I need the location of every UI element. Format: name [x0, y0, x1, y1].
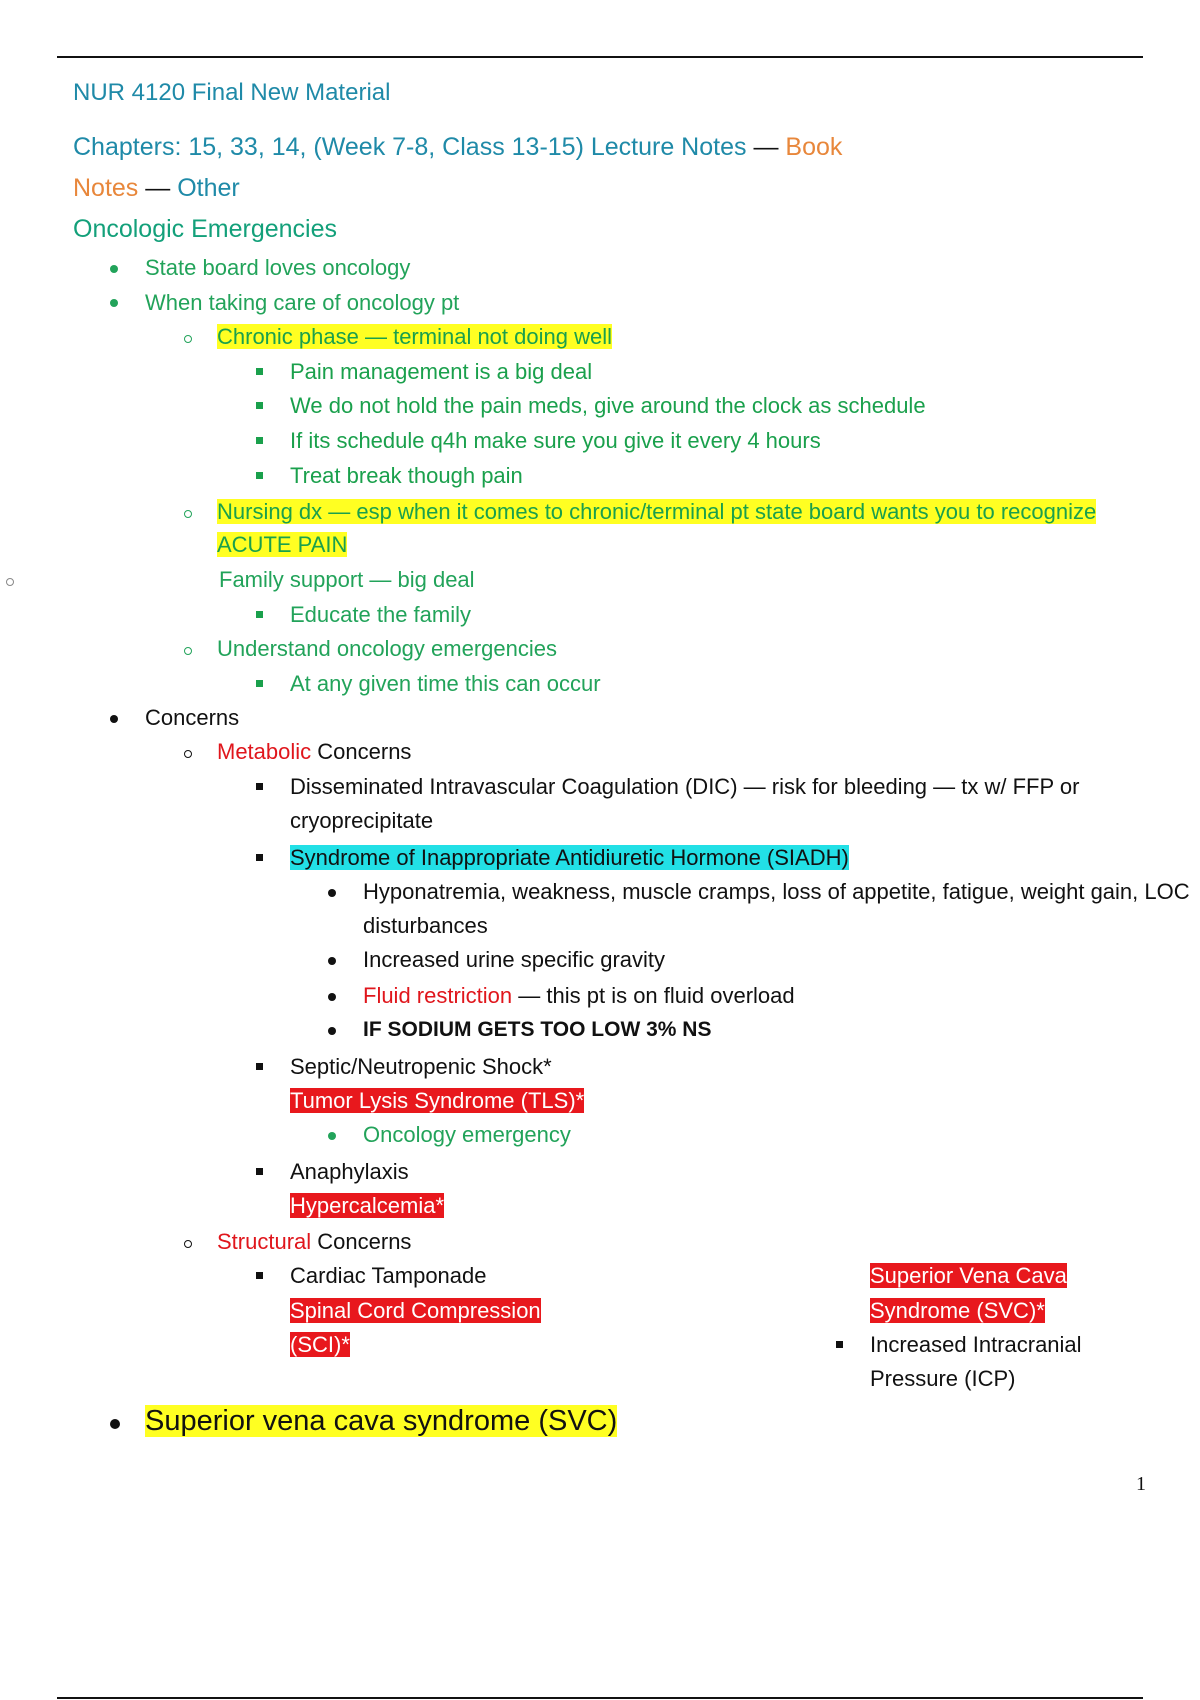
- item-text: Concerns: [145, 705, 240, 730]
- item-text: We do not hold the pain meds, give around the clock as schedule: [290, 393, 926, 418]
- fluid-restriction-label: Fluid restriction: [363, 983, 513, 1008]
- list-item: [363, 1015, 711, 1045]
- notes-label: Notes: [73, 174, 139, 202]
- list-item: [145, 1401, 617, 1441]
- bullet-circle: [6, 578, 14, 586]
- list-item: [219, 565, 475, 595]
- course-title-text: NUR 4120 Final New Material: [73, 79, 391, 106]
- list-item: [290, 669, 601, 699]
- list-item: [870, 1261, 1067, 1291]
- structural-label: Structural: [217, 1229, 312, 1254]
- bullet-square: [256, 472, 263, 479]
- highlighted-text: Nursing dx — esp when it comes to chronic/terminal pt state board wants you to recognize: [217, 499, 1097, 524]
- book-label: Book: [785, 133, 843, 161]
- notes-other-line: [73, 173, 240, 203]
- highlighted-text: Hypercalcemia*: [290, 1193, 445, 1218]
- metabolic-label: Metabolic: [217, 739, 312, 764]
- bullet-dot: [110, 265, 118, 273]
- bullet-square: [256, 402, 263, 409]
- highlighted-text: Chronic phase — terminal not doing well: [217, 324, 612, 349]
- bullet-square: [256, 611, 263, 618]
- item-text: Pressure (ICP): [870, 1366, 1016, 1391]
- list-item: [363, 981, 795, 1011]
- item-text: IF SODIUM GETS TOO LOW 3% NS: [363, 1018, 712, 1041]
- list-item: [217, 737, 411, 767]
- list-item: [290, 1261, 487, 1291]
- bullet-circle: [184, 335, 192, 343]
- bullet-square: [256, 368, 263, 375]
- item-text: If its schedule q4h make sure you give it every 4 hours: [290, 428, 821, 453]
- bullet-square: [256, 680, 263, 687]
- bullet-circle: [184, 510, 192, 518]
- item-text: Family support — big deal: [219, 567, 475, 592]
- list-item: [145, 253, 410, 283]
- list-item: [290, 1296, 541, 1326]
- list-item-continued: [363, 911, 488, 941]
- list-item: [363, 877, 1190, 907]
- list-item: [290, 1191, 444, 1221]
- chapters-line: [73, 132, 842, 162]
- bullet-square: [256, 783, 263, 790]
- list-item: [290, 1157, 409, 1187]
- bullet-dot: [328, 1027, 336, 1035]
- list-item: [145, 703, 239, 733]
- highlighted-text: Syndrome (SVC)*: [870, 1298, 1045, 1323]
- list-item-continued: [217, 530, 347, 560]
- list-item-continued: [290, 1330, 350, 1360]
- list-item: [290, 600, 471, 630]
- list-item-continued: [870, 1296, 1045, 1326]
- list-item: [217, 322, 612, 352]
- dash: —: [746, 133, 786, 161]
- course-title: [73, 78, 390, 108]
- bullet-square: [256, 1272, 263, 1279]
- bullet-square: [256, 1168, 263, 1175]
- item-text: Treat break though pain: [290, 463, 523, 488]
- bottom-rule: [57, 1697, 1143, 1699]
- other-label: Other: [177, 174, 240, 202]
- item-text: Understand oncology emergencies: [217, 636, 557, 661]
- item-text: — this pt is on fluid overload: [512, 983, 795, 1008]
- item-text: Pain management is a big deal: [290, 359, 593, 384]
- section-title-text: Oncologic Emergencies: [73, 215, 338, 243]
- bullet-dot: [328, 957, 336, 965]
- bullet-square: [256, 1063, 263, 1070]
- bullet-dot: [328, 1132, 336, 1140]
- highlighted-text: Superior vena cava syndrome (SVC): [145, 1405, 618, 1437]
- item-text: Septic/Neutropenic Shock*: [290, 1054, 552, 1079]
- chapters-text: Chapters: 15, 33, 14, (Week 7-8, Class 13-15) Lecture Notes: [73, 133, 747, 161]
- highlighted-text: Syndrome of Inappropriate Antidiuretic Hormone (SIADH): [290, 845, 849, 870]
- top-rule: [57, 56, 1143, 58]
- bullet-dot: [110, 715, 118, 723]
- highlighted-text: Tumor Lysis Syndrome (TLS)*: [290, 1088, 585, 1113]
- item-text: When taking care of oncology pt: [145, 290, 460, 315]
- highlighted-text: Superior Vena Cava: [870, 1263, 1067, 1288]
- bullet-dot: [328, 889, 336, 897]
- dash: —: [138, 174, 178, 202]
- list-item: [290, 772, 1079, 802]
- bullet-circle: [184, 647, 192, 655]
- item-text: Anaphylaxis: [290, 1159, 409, 1184]
- highlighted-text: ACUTE PAIN: [217, 532, 348, 557]
- list-item: [217, 497, 1096, 527]
- item-text: Cardiac Tamponade: [290, 1263, 487, 1288]
- item-text: Concerns: [311, 1229, 412, 1254]
- list-item: [363, 1120, 571, 1150]
- list-item: [217, 634, 557, 664]
- item-text: At any given time this can occur: [290, 671, 601, 696]
- list-item: [145, 288, 459, 318]
- list-item: [290, 843, 849, 873]
- bullet-square: [836, 1341, 843, 1348]
- bullet-circle: [184, 1240, 192, 1248]
- list-item: [290, 1086, 584, 1116]
- bullet-circle: [184, 750, 192, 758]
- list-item: [363, 945, 665, 975]
- item-text: cryoprecipitate: [290, 808, 434, 833]
- list-item: [290, 391, 926, 421]
- highlighted-text: Spinal Cord Compression: [290, 1298, 541, 1323]
- item-text: State board loves oncology: [145, 255, 411, 280]
- list-item: [290, 357, 592, 387]
- list-item: [870, 1330, 1082, 1360]
- item-text: Concerns: [311, 739, 412, 764]
- list-item: [290, 461, 523, 491]
- list-item: [290, 426, 821, 456]
- bullet-dot: [110, 299, 118, 307]
- item-text: Increased urine specific gravity: [363, 947, 666, 972]
- bullet-square: [256, 437, 263, 444]
- bullet-square: [256, 854, 263, 861]
- list-item-continued: [870, 1364, 1015, 1394]
- page-number: 1: [1136, 1473, 1146, 1495]
- item-text: Educate the family: [290, 602, 471, 627]
- highlighted-text: (SCI)*: [290, 1332, 350, 1357]
- item-text: Oncology emergency: [363, 1122, 571, 1147]
- list-item: [290, 1052, 552, 1082]
- bullet-dot: [328, 993, 336, 1001]
- bullet-dot: [110, 1419, 120, 1429]
- item-text: disturbances: [363, 913, 488, 938]
- item-text: Increased Intracranial: [870, 1332, 1082, 1357]
- item-text: Hyponatremia, weakness, muscle cramps, loss of appetite, fatigue, weight gain, LOC: [363, 879, 1190, 904]
- list-item-continued: [290, 806, 433, 836]
- section-title: [73, 214, 337, 244]
- item-text: Disseminated Intravascular Coagulation (DIC) — risk for bleeding — tx w/ FFP or: [290, 774, 1080, 799]
- list-item: [217, 1227, 411, 1257]
